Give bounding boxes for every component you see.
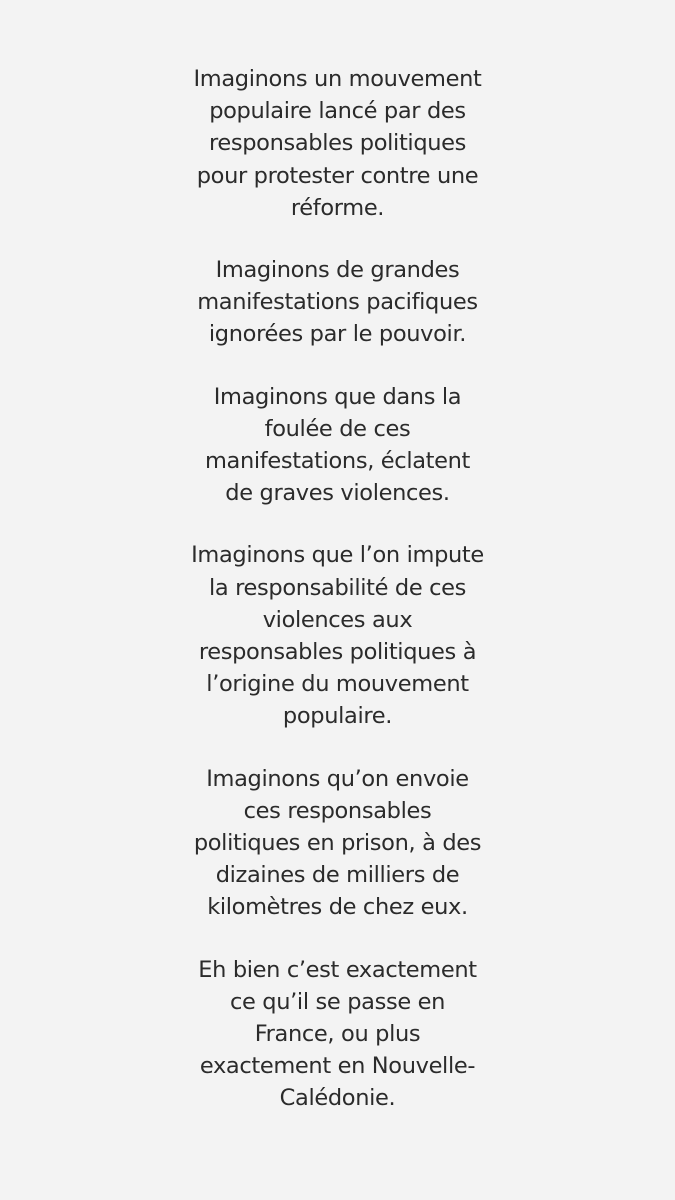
paragraph-line: de graves violences.: [225, 480, 450, 507]
paragraph-line: Imaginons que dans la: [213, 383, 462, 410]
paragraph-line: populaire.: [282, 703, 393, 730]
paragraph-spacer: [0, 351, 675, 381]
paragraph-line: ignorées par le pouvoir.: [208, 321, 467, 348]
paragraph-2: [188, 254, 488, 351]
paragraph-line: manifestations pacifiques: [197, 289, 478, 316]
paragraph-line: ces responsables: [243, 797, 432, 824]
paragraph-spacer: [0, 509, 675, 539]
paragraph-5: [188, 763, 488, 924]
paragraph-line: la responsabilité de ces: [209, 574, 466, 601]
paragraph-line: France, ou plus: [254, 1021, 421, 1048]
paragraph-line: ce qu’il se passe en: [229, 988, 446, 1015]
paragraph-line: Eh bien c’est exactement: [198, 956, 477, 983]
paragraph-line: exactement en Nouvelle-: [199, 1053, 476, 1080]
paragraph-1: [188, 63, 488, 224]
paragraph-line: Imaginons un mouvement: [193, 66, 482, 92]
paragraph-line: kilomètres de chez eux.: [207, 894, 468, 921]
paragraph-line: pour protester contre une: [196, 162, 479, 189]
paragraph-spacer: [0, 224, 675, 254]
paragraph-line: Imaginons qu’on envoie: [206, 765, 469, 792]
paragraph-line: violences aux: [262, 606, 413, 633]
paragraph-line: politiques en prison, à des: [193, 830, 482, 857]
paragraph-line: manifestations, éclatent: [204, 448, 471, 475]
paragraph-line: l’origine du mouvement: [206, 671, 469, 698]
paragraph-line: Imaginons que l’on impute: [191, 542, 484, 569]
paragraph-line: responsables politiques à: [198, 639, 477, 666]
paragraph-line: Calédonie.: [279, 1085, 396, 1112]
paragraph-spacer: [0, 924, 675, 954]
paragraph-3: [188, 381, 488, 510]
paragraph-line: responsables politiques: [208, 130, 467, 157]
paragraph-4: [188, 539, 488, 732]
paragraph-6: [188, 954, 488, 1115]
paragraph-line: Imaginons de grandes: [215, 257, 460, 284]
paragraph-line: dizaines de milliers de: [215, 862, 460, 889]
paragraph-line: réforme.: [290, 194, 385, 221]
paragraph-spacer: [0, 733, 675, 763]
paragraph-line: foulée de ces: [264, 415, 411, 442]
paragraph-line: populaire lancé par des: [209, 98, 466, 125]
